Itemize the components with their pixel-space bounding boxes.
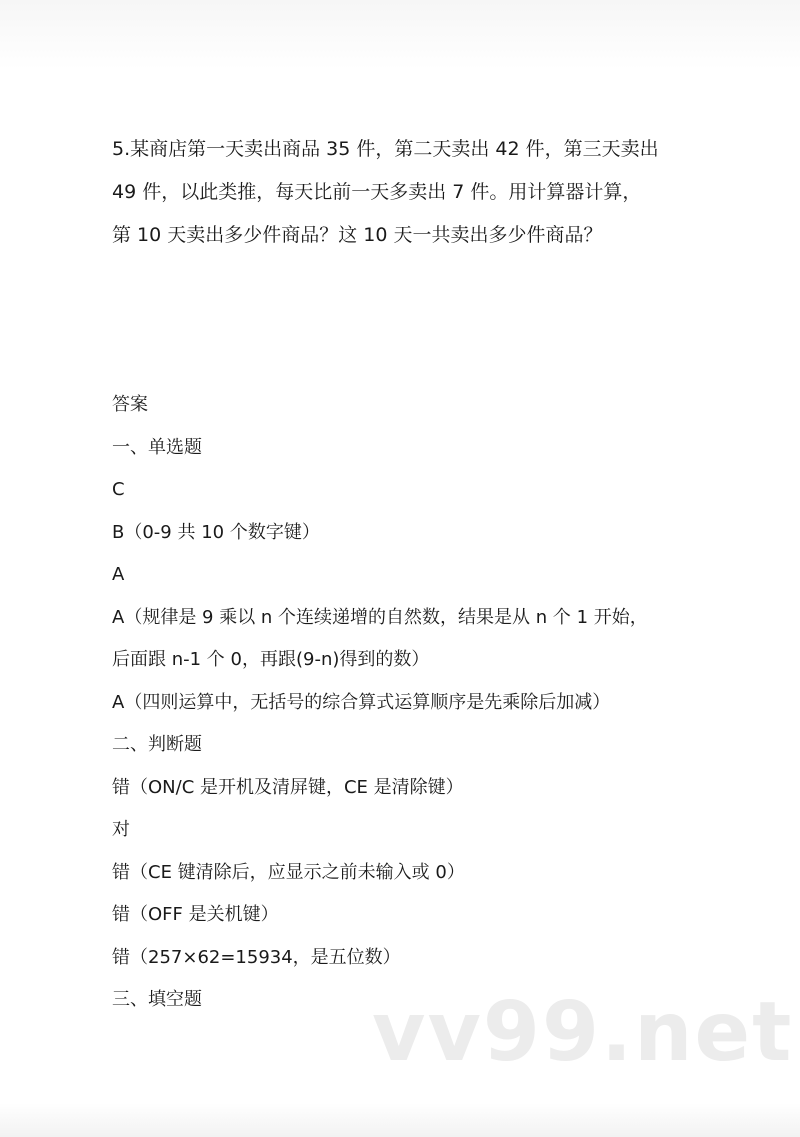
answer-item: C bbox=[112, 479, 125, 500]
answer-item: 错（OFF 是关机键） bbox=[112, 904, 279, 925]
answer-item: A（四则运算中，无括号的综合算式运算顺序是先乘除后加减） bbox=[112, 691, 611, 713]
answer-item: B（0-9 共 10 个数字键） bbox=[112, 521, 320, 543]
answer-item: 错（257×62=15934，是五位数） bbox=[112, 946, 401, 968]
answer-section bbox=[112, 384, 732, 1022]
question-line: 第 10 天卖出多少件商品？这 10 天一共卖出多少件商品？ bbox=[112, 224, 603, 246]
section-heading-true-false: 二、判断题 bbox=[112, 734, 202, 755]
answer-item: 错（CE 键清除后，应显示之前未输入或 0） bbox=[112, 861, 465, 883]
answer-item: A（规律是 9 乘以 n 个连续递增的自然数，结果是从 n 个 1 开始， bbox=[112, 606, 648, 628]
question-line: 49 件，以此类推，每天比前一天多卖出 7 件。用计算器计算， bbox=[112, 181, 642, 203]
question-5 bbox=[112, 128, 712, 257]
watermark: vv99.net bbox=[372, 985, 794, 1080]
answer-title: 答案 bbox=[112, 394, 148, 415]
page-bottom-shadow bbox=[0, 1103, 800, 1137]
section-heading-fill-blank: 三、填空题 bbox=[112, 989, 202, 1010]
answer-item-continued: 后面跟 n-1 个 0，再跟(9-n)得到的数） bbox=[112, 649, 430, 670]
question-line: 5.某商店第一天卖出商品 35 件，第二天卖出 42 件，第三天卖出 bbox=[112, 138, 659, 160]
section-heading-single-choice: 一、单选题 bbox=[112, 436, 202, 458]
answer-item: 错（ON/C 是开机及清屏键，CE 是清除键） bbox=[112, 776, 464, 798]
page-top-shadow bbox=[0, 0, 800, 70]
answer-item: 对 bbox=[112, 819, 130, 840]
answer-item: A bbox=[112, 564, 125, 585]
